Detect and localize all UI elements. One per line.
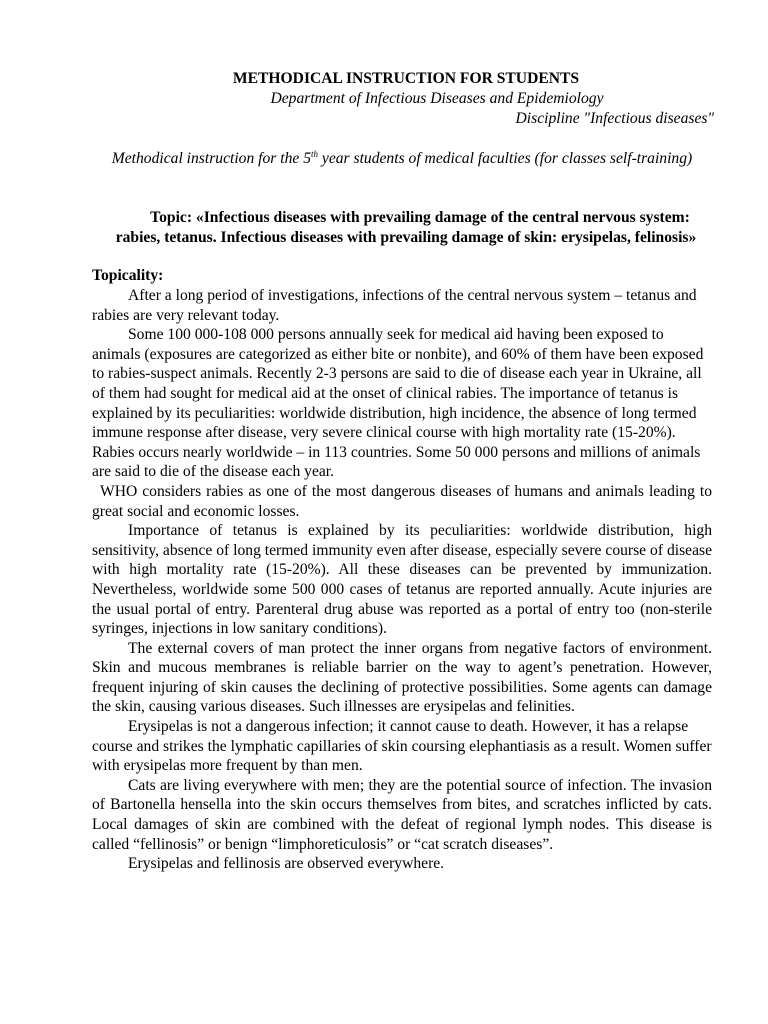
paragraph: Importance of tetanus is explained by its peculiarities: worldwide distribution, high sensitivity, absence of long termed immunity even after disease, especially severe course of disease with high mortality rate (15-20%). All these diseases can be prevented by immunization. Nevertheless, worldwide some 500 000 cases of tetanus are reported annually. Acute injuries are the usual portal of entry. Parenteral drug abuse was reported as a portal of entry too (non-sterile syringes, injections in low sanitary conditions). — [92, 522, 712, 638]
paragraph: Some 100 000-108 000 persons annually seek for medical aid having been exposed to animals (exposures are categorized as either bite or nonbite), and 60% of them have been exposed to rabies-suspect animals. Recently 2-3 persons are said to die of disease each year in Ukraine, all of them had sought for medical aid at the onset of clinical rabies. The importance of tetanus is explained by its peculiarities: worldwide distribution, high incidence, the absence of long termed immune response after disease, very severe clinical course with high mortality rate (15-20%). Rabies occurs nearly worldwide – in 113 countries. Some 50 000 persons and millions of animals are said to die of the disease each year. — [92, 326, 704, 481]
paragraph: Erysipelas and fellinosis are observed everywhere. — [128, 855, 445, 873]
paragraph: Erysipelas is not a dangerous infection; it cannot cause to death. However, it has a relapse course and strikes the lymphatic capillaries of skin coursing elephantiasis as a result. Women suffer with erysipelas more frequent by than men. — [92, 718, 712, 775]
topic-heading: Topic: «Infectious diseases with prevailing damage of the central nervous system: rabies, tetanus. Infectious diseases with prevailing damage of skin: erysipelas, felinosis» — [115, 209, 697, 246]
department-line: Department of Infectious Diseases and Epidemiology — [270, 90, 604, 107]
body-text — [92, 286, 712, 874]
discipline-line: Discipline "Infectious diseases" — [515, 110, 714, 127]
paragraph: WHO considers rabies as one of the most dangerous diseases of humans and animals leading to great social and economic losses. — [92, 482, 712, 520]
document-title: METHODICAL INSTRUCTION FOR STUDENTS — [232, 70, 580, 87]
document-subtitle — [92, 149, 712, 169]
subtitle-text-end: year students of medical faculties (for classes self-training) — [318, 150, 693, 167]
paragraph: After a long period of investigations, infections of the central nervous system – tetanus and rabies are very relevant today. — [92, 287, 697, 324]
paragraph: The external covers of man protect the inner organs from negative factors of environment. Skin and mucous membranes is reliable barrier on the way to agent’s penetration. However, frequent injuring of skin causes the declining of protective possibilities. Some agents can damage the skin, causing various diseases. Such illnesses are erysipelas and felinities. — [92, 639, 712, 716]
paragraph: Cats are living everywhere with men; they are the potential source of infection. The invasion of Bartonella hensella into the skin occurs themselves from bites, and scratches inflicted by cats. Local damages of skin are combined with the defeat of regional lymph nodes. This disease is called “fellinosis” or benign “limphoreticulosis” or “cat scratch diseases”. — [92, 776, 712, 853]
topicality-heading: Topicality: — [92, 267, 164, 284]
subtitle-text-start: Methodical instruction for the 5 — [111, 150, 311, 167]
subtitle-superscript: th — [311, 148, 319, 159]
